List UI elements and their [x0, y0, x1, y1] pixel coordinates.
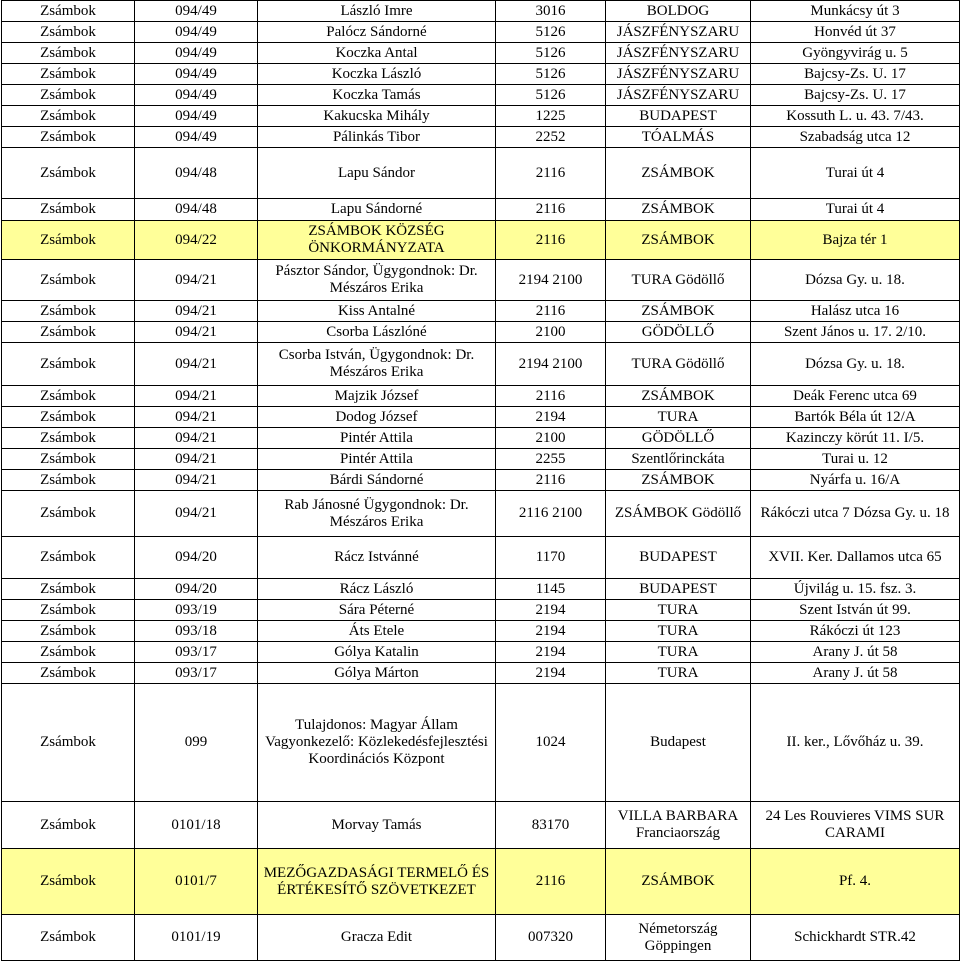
parcel-number-cell: 094/49	[135, 85, 258, 106]
table-row	[2, 260, 960, 301]
settlement-cell: Zsámbok	[2, 915, 135, 961]
settlement-cell: Zsámbok	[2, 343, 135, 386]
city-cell: ZSÁMBOK Gödöllő	[606, 491, 751, 537]
street-address-cell: Szabadság utca 12	[751, 127, 960, 148]
owner-name-cell: László Imre	[258, 1, 496, 22]
table-row	[2, 537, 960, 579]
postal-code-cell: 2252	[496, 127, 606, 148]
street-address-cell: Munkácsy út 3	[751, 1, 960, 22]
city-cell: ZSÁMBOK	[606, 470, 751, 491]
city-cell: TURA	[606, 663, 751, 684]
parcel-number-cell: 094/21	[135, 322, 258, 343]
owner-name-cell: Pásztor Sándor, Ügygondnok: Dr. Mészáros Erika	[258, 260, 496, 301]
owner-name-cell: Koczka László	[258, 64, 496, 85]
table-row	[2, 428, 960, 449]
parcel-number-cell: 094/49	[135, 64, 258, 85]
owner-name-cell: MEZŐGAZDASÁGI TERMELŐ ÉS ÉRTÉKESÍTŐ SZÖVETKEZET	[258, 849, 496, 915]
owner-name-cell: Dodog József	[258, 407, 496, 428]
settlement-cell: Zsámbok	[2, 600, 135, 621]
settlement-cell: Zsámbok	[2, 148, 135, 199]
settlement-cell: Zsámbok	[2, 621, 135, 642]
postal-code-cell: 2194	[496, 642, 606, 663]
parcel-number-cell: 094/22	[135, 221, 258, 260]
owner-name-cell: ZSÁMBOK KÖZSÉG ÖNKORMÁNYZATA	[258, 221, 496, 260]
owner-name-cell: Kiss Antalné	[258, 301, 496, 322]
table-row	[2, 470, 960, 491]
city-cell: JÁSZFÉNYSZARU	[606, 22, 751, 43]
settlement-cell: Zsámbok	[2, 802, 135, 849]
parcel-number-cell: 094/21	[135, 470, 258, 491]
table-row	[2, 491, 960, 537]
street-address-cell: Szent János u. 17. 2/10.	[751, 322, 960, 343]
owner-name-cell: Tulajdonos: Magyar Állam Vagyonkezelő: Közlekedésfejlesztési Koordinációs Központ	[258, 684, 496, 802]
street-address-cell: 24 Les Rouvieres VIMS SUR CARAMI	[751, 802, 960, 849]
city-cell: GÖDÖLLŐ	[606, 428, 751, 449]
street-address-cell: XVII. Ker. Dallamos utca 65	[751, 537, 960, 579]
owner-name-cell: Pálinkás Tibor	[258, 127, 496, 148]
city-cell: ZSÁMBOK	[606, 849, 751, 915]
table-row	[2, 579, 960, 600]
postal-code-cell: 2100	[496, 322, 606, 343]
postal-code-cell: 2116	[496, 849, 606, 915]
postal-code-cell: 2255	[496, 449, 606, 470]
parcel-number-cell: 094/48	[135, 148, 258, 199]
street-address-cell: Bajcsy-Zs. U. 17	[751, 85, 960, 106]
street-address-cell: Nyárfa u. 16/A	[751, 470, 960, 491]
city-cell: JÁSZFÉNYSZARU	[606, 64, 751, 85]
table-row	[2, 85, 960, 106]
city-cell: JÁSZFÉNYSZARU	[606, 43, 751, 64]
parcel-number-cell: 093/17	[135, 642, 258, 663]
settlement-cell: Zsámbok	[2, 260, 135, 301]
owner-name-cell: Morvay Tamás	[258, 802, 496, 849]
settlement-cell: Zsámbok	[2, 449, 135, 470]
owner-name-cell: Lapu Sándorné	[258, 199, 496, 221]
parcel-number-cell: 094/49	[135, 43, 258, 64]
street-address-cell: Deák Ferenc utca 69	[751, 386, 960, 407]
settlement-cell: Zsámbok	[2, 106, 135, 127]
owner-name-cell: Rácz Istvánné	[258, 537, 496, 579]
owner-name-cell: Bárdi Sándorné	[258, 470, 496, 491]
street-address-cell: Bajcsy-Zs. U. 17	[751, 64, 960, 85]
city-cell: ZSÁMBOK	[606, 148, 751, 199]
owner-name-cell: Gracza Edit	[258, 915, 496, 961]
table-row	[2, 642, 960, 663]
table-row	[2, 621, 960, 642]
settlement-cell: Zsámbok	[2, 407, 135, 428]
postal-code-cell: 2100	[496, 428, 606, 449]
owner-name-cell: Csorba István, Ügygondnok: Dr. Mészáros Erika	[258, 343, 496, 386]
table-row	[2, 600, 960, 621]
city-cell: VILLA BARBARA Franciaország	[606, 802, 751, 849]
street-address-cell: Kazinczy körút 11. I/5.	[751, 428, 960, 449]
owner-name-cell: Gólya Katalin	[258, 642, 496, 663]
settlement-cell: Zsámbok	[2, 322, 135, 343]
owner-name-cell: Pintér Attila	[258, 449, 496, 470]
postal-code-cell: 5126	[496, 64, 606, 85]
parcel-number-cell: 094/49	[135, 22, 258, 43]
postal-code-cell: 3016	[496, 1, 606, 22]
city-cell: TURA	[606, 407, 751, 428]
table-row	[2, 449, 960, 470]
settlement-cell: Zsámbok	[2, 199, 135, 221]
table-row	[2, 301, 960, 322]
table-row	[2, 64, 960, 85]
parcel-number-cell: 094/21	[135, 491, 258, 537]
table-row	[2, 127, 960, 148]
postal-code-cell: 5126	[496, 85, 606, 106]
parcel-number-cell: 094/21	[135, 301, 258, 322]
postal-code-cell: 007320	[496, 915, 606, 961]
street-address-cell: Rákóczi út 123	[751, 621, 960, 642]
postal-code-cell: 83170	[496, 802, 606, 849]
street-address-cell: Arany J. út 58	[751, 663, 960, 684]
parcel-number-cell: 094/21	[135, 428, 258, 449]
city-cell: ZSÁMBOK	[606, 199, 751, 221]
owner-name-cell: Kakucska Mihály	[258, 106, 496, 127]
postal-code-cell: 1024	[496, 684, 606, 802]
street-address-cell: Arany J. út 58	[751, 642, 960, 663]
city-cell: TURA	[606, 621, 751, 642]
city-cell: TURA	[606, 642, 751, 663]
table-row	[2, 386, 960, 407]
parcel-number-cell: 093/17	[135, 663, 258, 684]
settlement-cell: Zsámbok	[2, 64, 135, 85]
owner-name-cell: Rácz László	[258, 579, 496, 600]
city-cell: Szentlőrinckáta	[606, 449, 751, 470]
owner-name-cell: Lapu Sándor	[258, 148, 496, 199]
postal-code-cell: 2116	[496, 221, 606, 260]
settlement-cell: Zsámbok	[2, 386, 135, 407]
table-row	[2, 221, 960, 260]
table-row	[2, 22, 960, 43]
postal-code-cell: 2116	[496, 386, 606, 407]
owner-name-cell: Majzik József	[258, 386, 496, 407]
city-cell: ZSÁMBOK	[606, 221, 751, 260]
city-cell: BUDAPEST	[606, 579, 751, 600]
owner-name-cell: Áts Etele	[258, 621, 496, 642]
postal-code-cell: 2116	[496, 301, 606, 322]
parcel-number-cell: 094/20	[135, 579, 258, 600]
owner-name-cell: Koczka Tamás	[258, 85, 496, 106]
city-cell: Németország Göppingen	[606, 915, 751, 961]
city-cell: BUDAPEST	[606, 537, 751, 579]
city-cell: JÁSZFÉNYSZARU	[606, 85, 751, 106]
parcel-number-cell: 094/49	[135, 1, 258, 22]
postal-code-cell: 5126	[496, 22, 606, 43]
owner-name-cell: Sára Péterné	[258, 600, 496, 621]
parcel-number-cell: 094/20	[135, 537, 258, 579]
street-address-cell: Dózsa Gy. u. 18.	[751, 260, 960, 301]
postal-code-cell: 2194	[496, 621, 606, 642]
parcel-number-cell: 094/21	[135, 449, 258, 470]
table-row	[2, 849, 960, 915]
postal-code-cell: 1170	[496, 537, 606, 579]
settlement-cell: Zsámbok	[2, 663, 135, 684]
settlement-cell: Zsámbok	[2, 301, 135, 322]
parcel-number-cell: 0101/7	[135, 849, 258, 915]
city-cell: ZSÁMBOK	[606, 301, 751, 322]
settlement-cell: Zsámbok	[2, 849, 135, 915]
street-address-cell: Bartók Béla út 12/A	[751, 407, 960, 428]
parcel-number-cell: 099	[135, 684, 258, 802]
postal-code-cell: 2194 2100	[496, 260, 606, 301]
street-address-cell: Gyöngyvirág u. 5	[751, 43, 960, 64]
table-row	[2, 106, 960, 127]
city-cell: BUDAPEST	[606, 106, 751, 127]
parcel-number-cell: 093/19	[135, 600, 258, 621]
table-row	[2, 915, 960, 961]
city-cell: TURA	[606, 600, 751, 621]
postal-code-cell: 1225	[496, 106, 606, 127]
owner-table-body	[2, 1, 960, 961]
city-cell: GÖDÖLLŐ	[606, 322, 751, 343]
city-cell: TÓALMÁS	[606, 127, 751, 148]
settlement-cell: Zsámbok	[2, 579, 135, 600]
parcel-number-cell: 0101/18	[135, 802, 258, 849]
city-cell: BOLDOG	[606, 1, 751, 22]
settlement-cell: Zsámbok	[2, 642, 135, 663]
parcel-number-cell: 094/21	[135, 407, 258, 428]
street-address-cell: Schickhardt STR.42	[751, 915, 960, 961]
street-address-cell: Honvéd út 37	[751, 22, 960, 43]
postal-code-cell: 2194	[496, 407, 606, 428]
settlement-cell: Zsámbok	[2, 684, 135, 802]
street-address-cell: Rákóczi utca 7 Dózsa Gy. u. 18	[751, 491, 960, 537]
settlement-cell: Zsámbok	[2, 537, 135, 579]
street-address-cell: Dózsa Gy. u. 18.	[751, 343, 960, 386]
parcel-number-cell: 0101/19	[135, 915, 258, 961]
parcel-number-cell: 094/21	[135, 343, 258, 386]
postal-code-cell: 1145	[496, 579, 606, 600]
settlement-cell: Zsámbok	[2, 221, 135, 260]
settlement-cell: Zsámbok	[2, 1, 135, 22]
table-row	[2, 148, 960, 199]
parcel-number-cell: 094/48	[135, 199, 258, 221]
postal-code-cell: 2116	[496, 148, 606, 199]
table-row	[2, 684, 960, 802]
city-cell: ZSÁMBOK	[606, 386, 751, 407]
owner-name-cell: Rab Jánosné Ügygondnok: Dr. Mészáros Erika	[258, 491, 496, 537]
street-address-cell: Kossuth L. u. 43. 7/43.	[751, 106, 960, 127]
city-cell: Budapest	[606, 684, 751, 802]
city-cell: TURA Gödöllő	[606, 260, 751, 301]
postal-code-cell: 2194	[496, 600, 606, 621]
postal-code-cell: 5126	[496, 43, 606, 64]
settlement-cell: Zsámbok	[2, 85, 135, 106]
owner-name-cell: Palócz Sándorné	[258, 22, 496, 43]
street-address-cell: Turai út 4	[751, 148, 960, 199]
owner-name-cell: Csorba Lászlóné	[258, 322, 496, 343]
postal-code-cell: 2116 2100	[496, 491, 606, 537]
street-address-cell: II. ker., Lővőház u. 39.	[751, 684, 960, 802]
city-cell: TURA Gödöllő	[606, 343, 751, 386]
owner-name-cell: Gólya Márton	[258, 663, 496, 684]
owner-table	[1, 0, 960, 961]
postal-code-cell: 2194 2100	[496, 343, 606, 386]
settlement-cell: Zsámbok	[2, 470, 135, 491]
table-row	[2, 43, 960, 64]
postal-code-cell: 2194	[496, 663, 606, 684]
settlement-cell: Zsámbok	[2, 22, 135, 43]
owner-name-cell: Pintér Attila	[258, 428, 496, 449]
owner-name-cell: Koczka Antal	[258, 43, 496, 64]
table-row	[2, 407, 960, 428]
settlement-cell: Zsámbok	[2, 491, 135, 537]
parcel-number-cell: 094/21	[135, 260, 258, 301]
table-row	[2, 802, 960, 849]
table-row	[2, 663, 960, 684]
settlement-cell: Zsámbok	[2, 43, 135, 64]
postal-code-cell: 2116	[496, 199, 606, 221]
settlement-cell: Zsámbok	[2, 127, 135, 148]
parcel-number-cell: 094/21	[135, 386, 258, 407]
parcel-number-cell: 093/18	[135, 621, 258, 642]
table-row	[2, 1, 960, 22]
table-row	[2, 199, 960, 221]
street-address-cell: Turai út 4	[751, 199, 960, 221]
street-address-cell: Halász utca 16	[751, 301, 960, 322]
street-address-cell: Turai u. 12	[751, 449, 960, 470]
street-address-cell: Pf. 4.	[751, 849, 960, 915]
street-address-cell: Újvilág u. 15. fsz. 3.	[751, 579, 960, 600]
table-row	[2, 322, 960, 343]
settlement-cell: Zsámbok	[2, 428, 135, 449]
street-address-cell: Szent István út 99.	[751, 600, 960, 621]
street-address-cell: Bajza tér 1	[751, 221, 960, 260]
parcel-number-cell: 094/49	[135, 127, 258, 148]
postal-code-cell: 2116	[496, 470, 606, 491]
parcel-number-cell: 094/49	[135, 106, 258, 127]
table-row	[2, 343, 960, 386]
